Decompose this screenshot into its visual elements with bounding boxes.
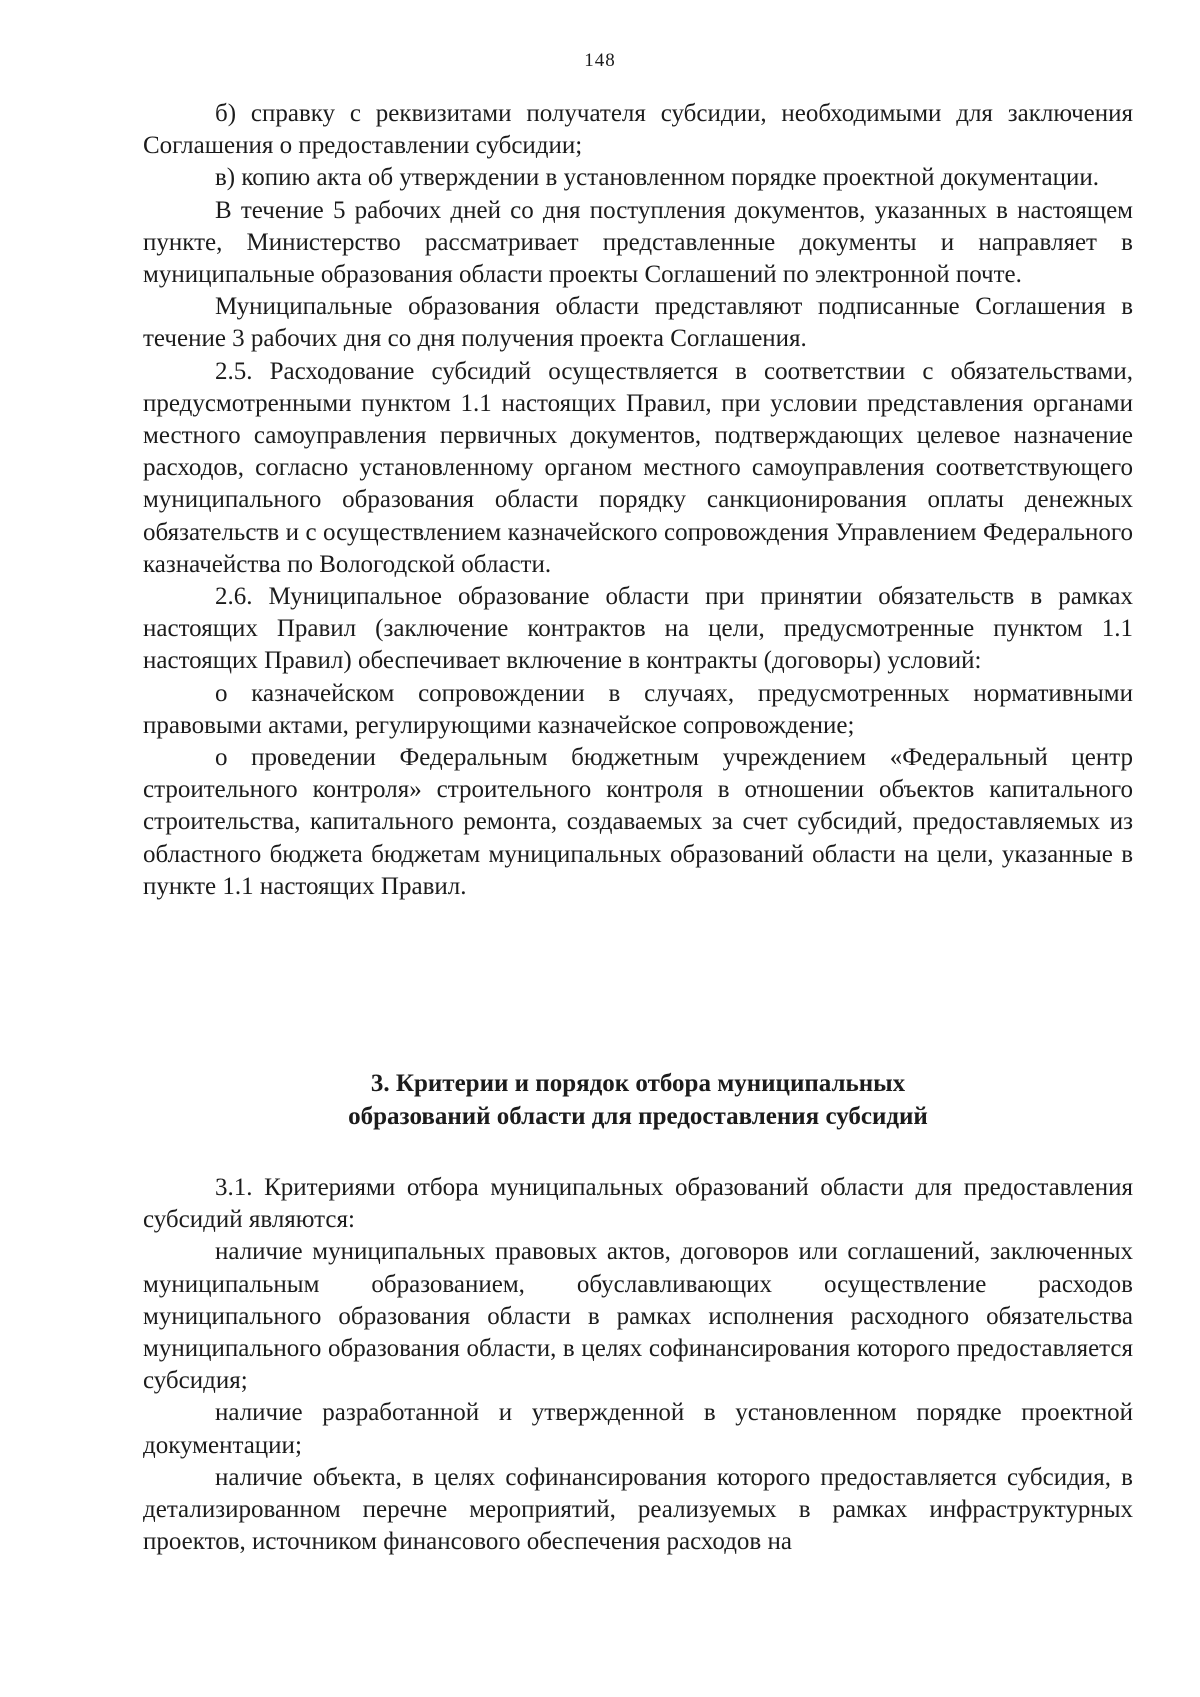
paragraph-3-1: 3.1. Критериями отбора муниципальных образований области для предоставления субсидий являются: — [143, 1174, 1133, 1234]
page-number: 148 — [584, 50, 616, 71]
paragraph-2-6: 2.6. Муниципальное образование области при принятии обязательств в рамках настоящих Правил (заключение контрактов на цели, предусмотренные пунктом 1.1 настоящих Правил) обеспечивает включение в контракты (договоры) условий: — [143, 583, 1133, 675]
paragraph-construction-control: о проведении Федеральным бюджетным учреждением «Федеральный центр строительного контроля» строительного контроля в отношении объектов капитального строительства, капитального ремонта, создаваемых за счет субсидий, предоставляемых из областного бюджета бюджетам муниципальных образований области на цели, указанные в пункте 1.1 настоящих Правил. — [143, 744, 1133, 900]
paragraph-criterion-object-list: наличие объекта, в целях софинансирования которого предоставляется субсидия, в детализированном перечне мероприятий, реализуемых в рамках инфраструктурных проектов, источником финансового обеспечения расходов на — [143, 1463, 1133, 1556]
paragraph-criterion-legal-acts: наличие муниципальных правовых актов, договоров или соглашений, заключенных муниципальным образованием, обуславливающих осуществление расходов муниципального образования области в рамках исполнения расходного обязательства муниципального образования области, в целях софинансирования которого предоставляется субсидия; — [143, 1238, 1133, 1395]
paragraph-signed-agreements: Муниципальные образования области представляют подписанные Соглашения в течение 3 рабочих дня со дня получения проекта Соглашения. — [143, 293, 1133, 353]
section-3-heading-line-1: 3. Критерии и порядок отбора муниципальных — [370, 1070, 906, 1097]
section-3-heading — [143, 1067, 1133, 1133]
paragraph-treasury-support: о казначейском сопровождении в случаях, предусмотренных нормативными правовыми актами, регулирующими казначейское сопровождение; — [143, 679, 1133, 739]
paragraph-2-4-b: б) справку с реквизитами получателя субсидии, необходимыми для заключения Соглашения о предоставлении субсидии; — [143, 100, 1133, 160]
section-3-heading-line-2: образований области для предоставления субсидий — [348, 1103, 928, 1130]
paragraph-2-5: 2.5. Расходование субсидий осуществляется в соответствии с обязательствами, предусмотренными пунктом 1.1 настоящих Правил, при условии представления органами местного самоуправления первичных документов, подтверждающих целевое назначение расходов, согласно установленному органом местного самоуправления соответствующего муниципального образования области порядку санкционирования оплаты денежных обязательств и с осуществлением казначейского сопровождения Управлением Федерального казначейства по Вологодской области. — [143, 357, 1133, 578]
paragraph-criterion-project-docs: наличие разработанной и утвержденной в установленном порядке проектной документации; — [143, 1399, 1133, 1459]
paragraph-review-period: В течение 5 рабочих дней со дня поступления документов, указанных в настоящем пункте, Министерство рассматривает представленные документы и направляет в муниципальные образования области проекты Соглашений по электронной почте. — [143, 196, 1133, 289]
paragraph-2-4-v: в) копию акта об утверждении в установленном порядке проектной документации. — [215, 164, 1099, 192]
section-2-text — [143, 98, 1133, 903]
section-3-text — [143, 1172, 1133, 1558]
